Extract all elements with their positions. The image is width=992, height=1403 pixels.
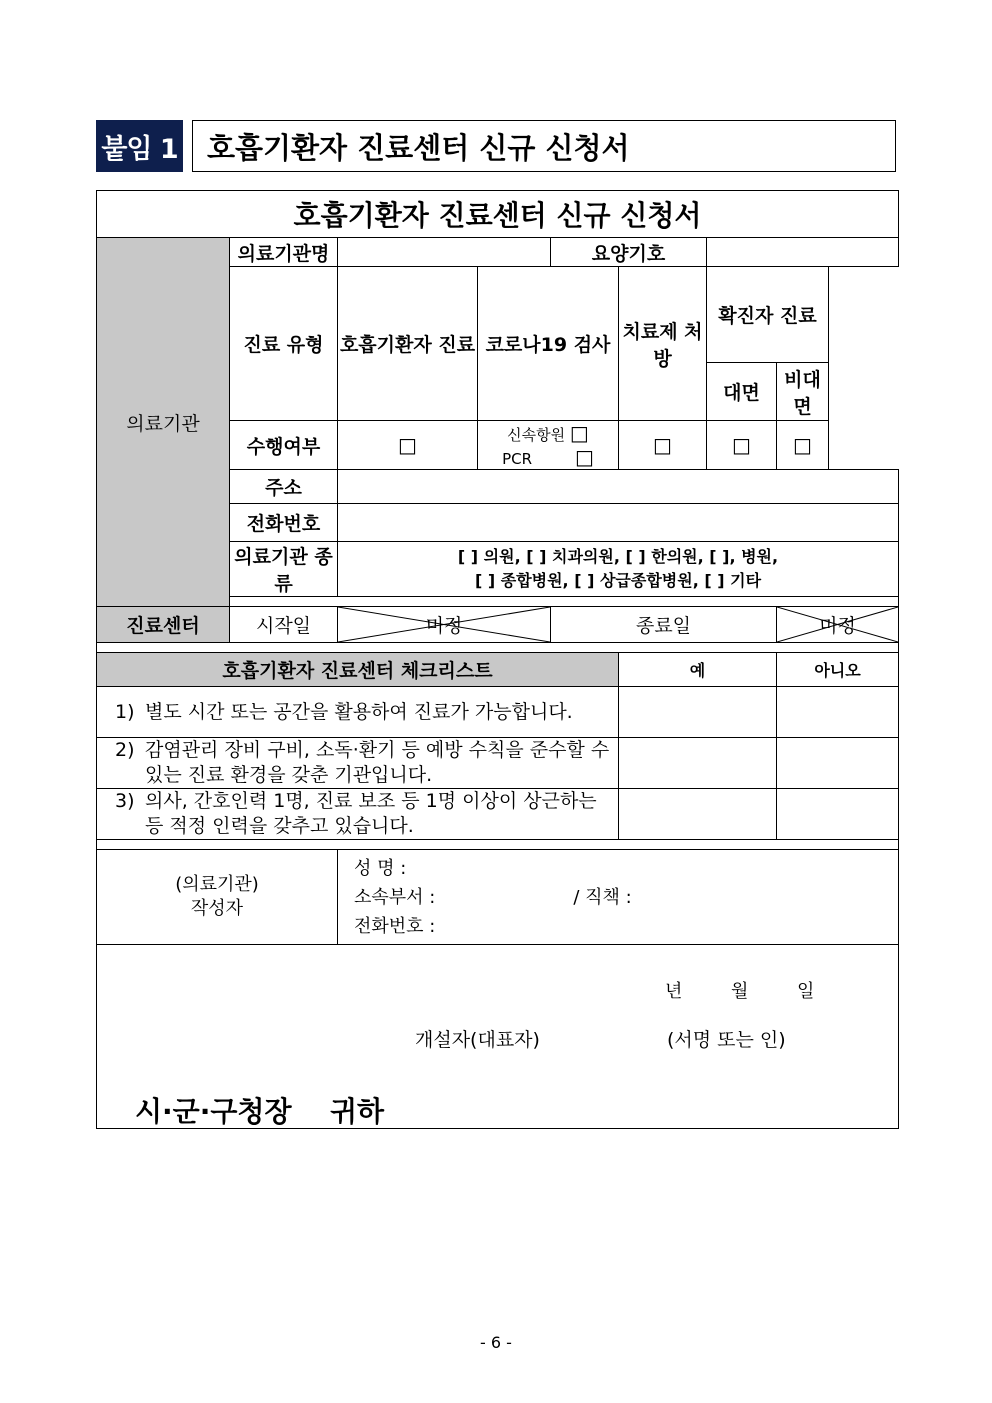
page-number: - 6 - [480,1333,512,1352]
checklist-1-no[interactable] [777,687,899,738]
checklist-3-no[interactable] [777,789,899,840]
institution-kind-line2: [ ] 종합병원, [ ] 상급종합병원, [ ] 기타 [474,571,762,590]
signature-label: (서명 또는 인) [667,1029,786,1051]
honorific: 귀하 [330,1095,385,1128]
type-covid-test: 코로나19 검사 [478,267,619,421]
end-date-value: 미정 [819,615,856,637]
rapid-antigen-label: 신속항원 [507,426,566,444]
addressee: 시·군·구청장 [135,1095,292,1128]
checkbox-non-face-to-face[interactable]: □ [777,421,829,470]
type-treatment: 치료제 처방 [619,267,707,421]
type-confirmed: 확진자 진료 [707,267,829,363]
care-type-label: 진료 유형 [230,267,338,421]
spacer-row [97,643,899,653]
institution-kind-label: 의료기관 종류 [230,542,338,597]
checklist-item-2: 2) 감염관리 장비 구비, 소독·환기 등 예방 수칙을 준수할 수 있는 진료 환경을 갖춘 기관입니다. [97,738,619,789]
face-to-face-label: 대면 [707,363,777,421]
end-date-crossed [777,607,899,643]
yes-header: 예 [619,653,777,687]
institution-name-field[interactable] [338,238,551,267]
checklist-item-1: 1) 별도 시간 또는 공간을 활용하여 진료가 가능합니다. [97,687,619,738]
institution-kind-line1: [ ] 의원, [ ] 치과의원, [ ] 한의원, [ ], 병원, [457,547,779,566]
start-date-crossed [338,607,551,643]
date-day: 일 [797,981,815,1002]
covid-test-options [478,421,619,470]
care-code-field[interactable] [707,238,899,267]
phone-label: 전화번호 [230,504,338,542]
checklist-1-yes[interactable] [619,687,777,738]
writer-info [338,850,899,945]
checklist-item-3: 3) 의사, 간호인력 1명, 진료 보조 등 1명 이상이 상근하는 등 적정 인력을 갖추고 있습니다. [97,789,619,840]
institution-name-label: 의료기관명 [230,238,338,267]
checkbox-rapid-antigen[interactable]: □ [569,421,589,445]
non-face-to-face-label: 비대면 [777,363,829,421]
type-respiratory: 호흡기환자 진료 [338,267,478,421]
start-date-value: 미정 [425,615,463,637]
writer-name: 성 명 : [354,857,407,879]
writer-phone: 전화번호 : [354,915,436,937]
attachment-badge: 붙임 1 [96,120,183,172]
checkbox-treatment[interactable]: □ [619,421,707,470]
center-label: 진료센터 [97,607,230,643]
writer-label: (의료기관) 작성자 [97,850,338,945]
no-header: 아니오 [777,653,899,687]
phone-field[interactable] [338,504,899,542]
checkbox-face-to-face[interactable]: □ [707,421,777,470]
application-form [96,190,899,1129]
performed-label: 수행여부 [230,421,338,470]
spacer-row [230,597,899,607]
writer-dept-row: 소속부서 : / 직책 : [354,886,632,908]
care-code-label: 요양기호 [551,238,707,267]
checkbox-pcr[interactable]: □ [574,445,594,469]
checklist-2-yes[interactable] [619,738,777,789]
founder-label: 개설자(대표자) [415,1029,540,1051]
institution-kind-options [338,542,899,597]
spacer-row [97,840,899,850]
checkbox-respiratory[interactable]: □ [338,421,478,470]
checklist-3-yes[interactable] [619,789,777,840]
page-title: 호흡기환자 진료센터 신규 신청서 [192,120,896,172]
date-year: 년 [665,981,683,1002]
form-title: 호흡기환자 진료센터 신규 신청서 [97,191,899,238]
checklist-title: 호흡기환자 진료센터 체크리스트 [97,653,619,687]
address-field[interactable] [338,470,899,504]
address-label: 주소 [230,470,338,504]
end-date-label: 종료일 [551,607,777,643]
signature-area [97,945,899,1129]
pcr-label: PCR [502,450,533,468]
date-month: 월 [731,981,749,1002]
institution-section-label: 의료기관 [97,238,230,607]
start-date-label: 시작일 [230,607,338,643]
checklist-2-no[interactable] [777,738,899,789]
